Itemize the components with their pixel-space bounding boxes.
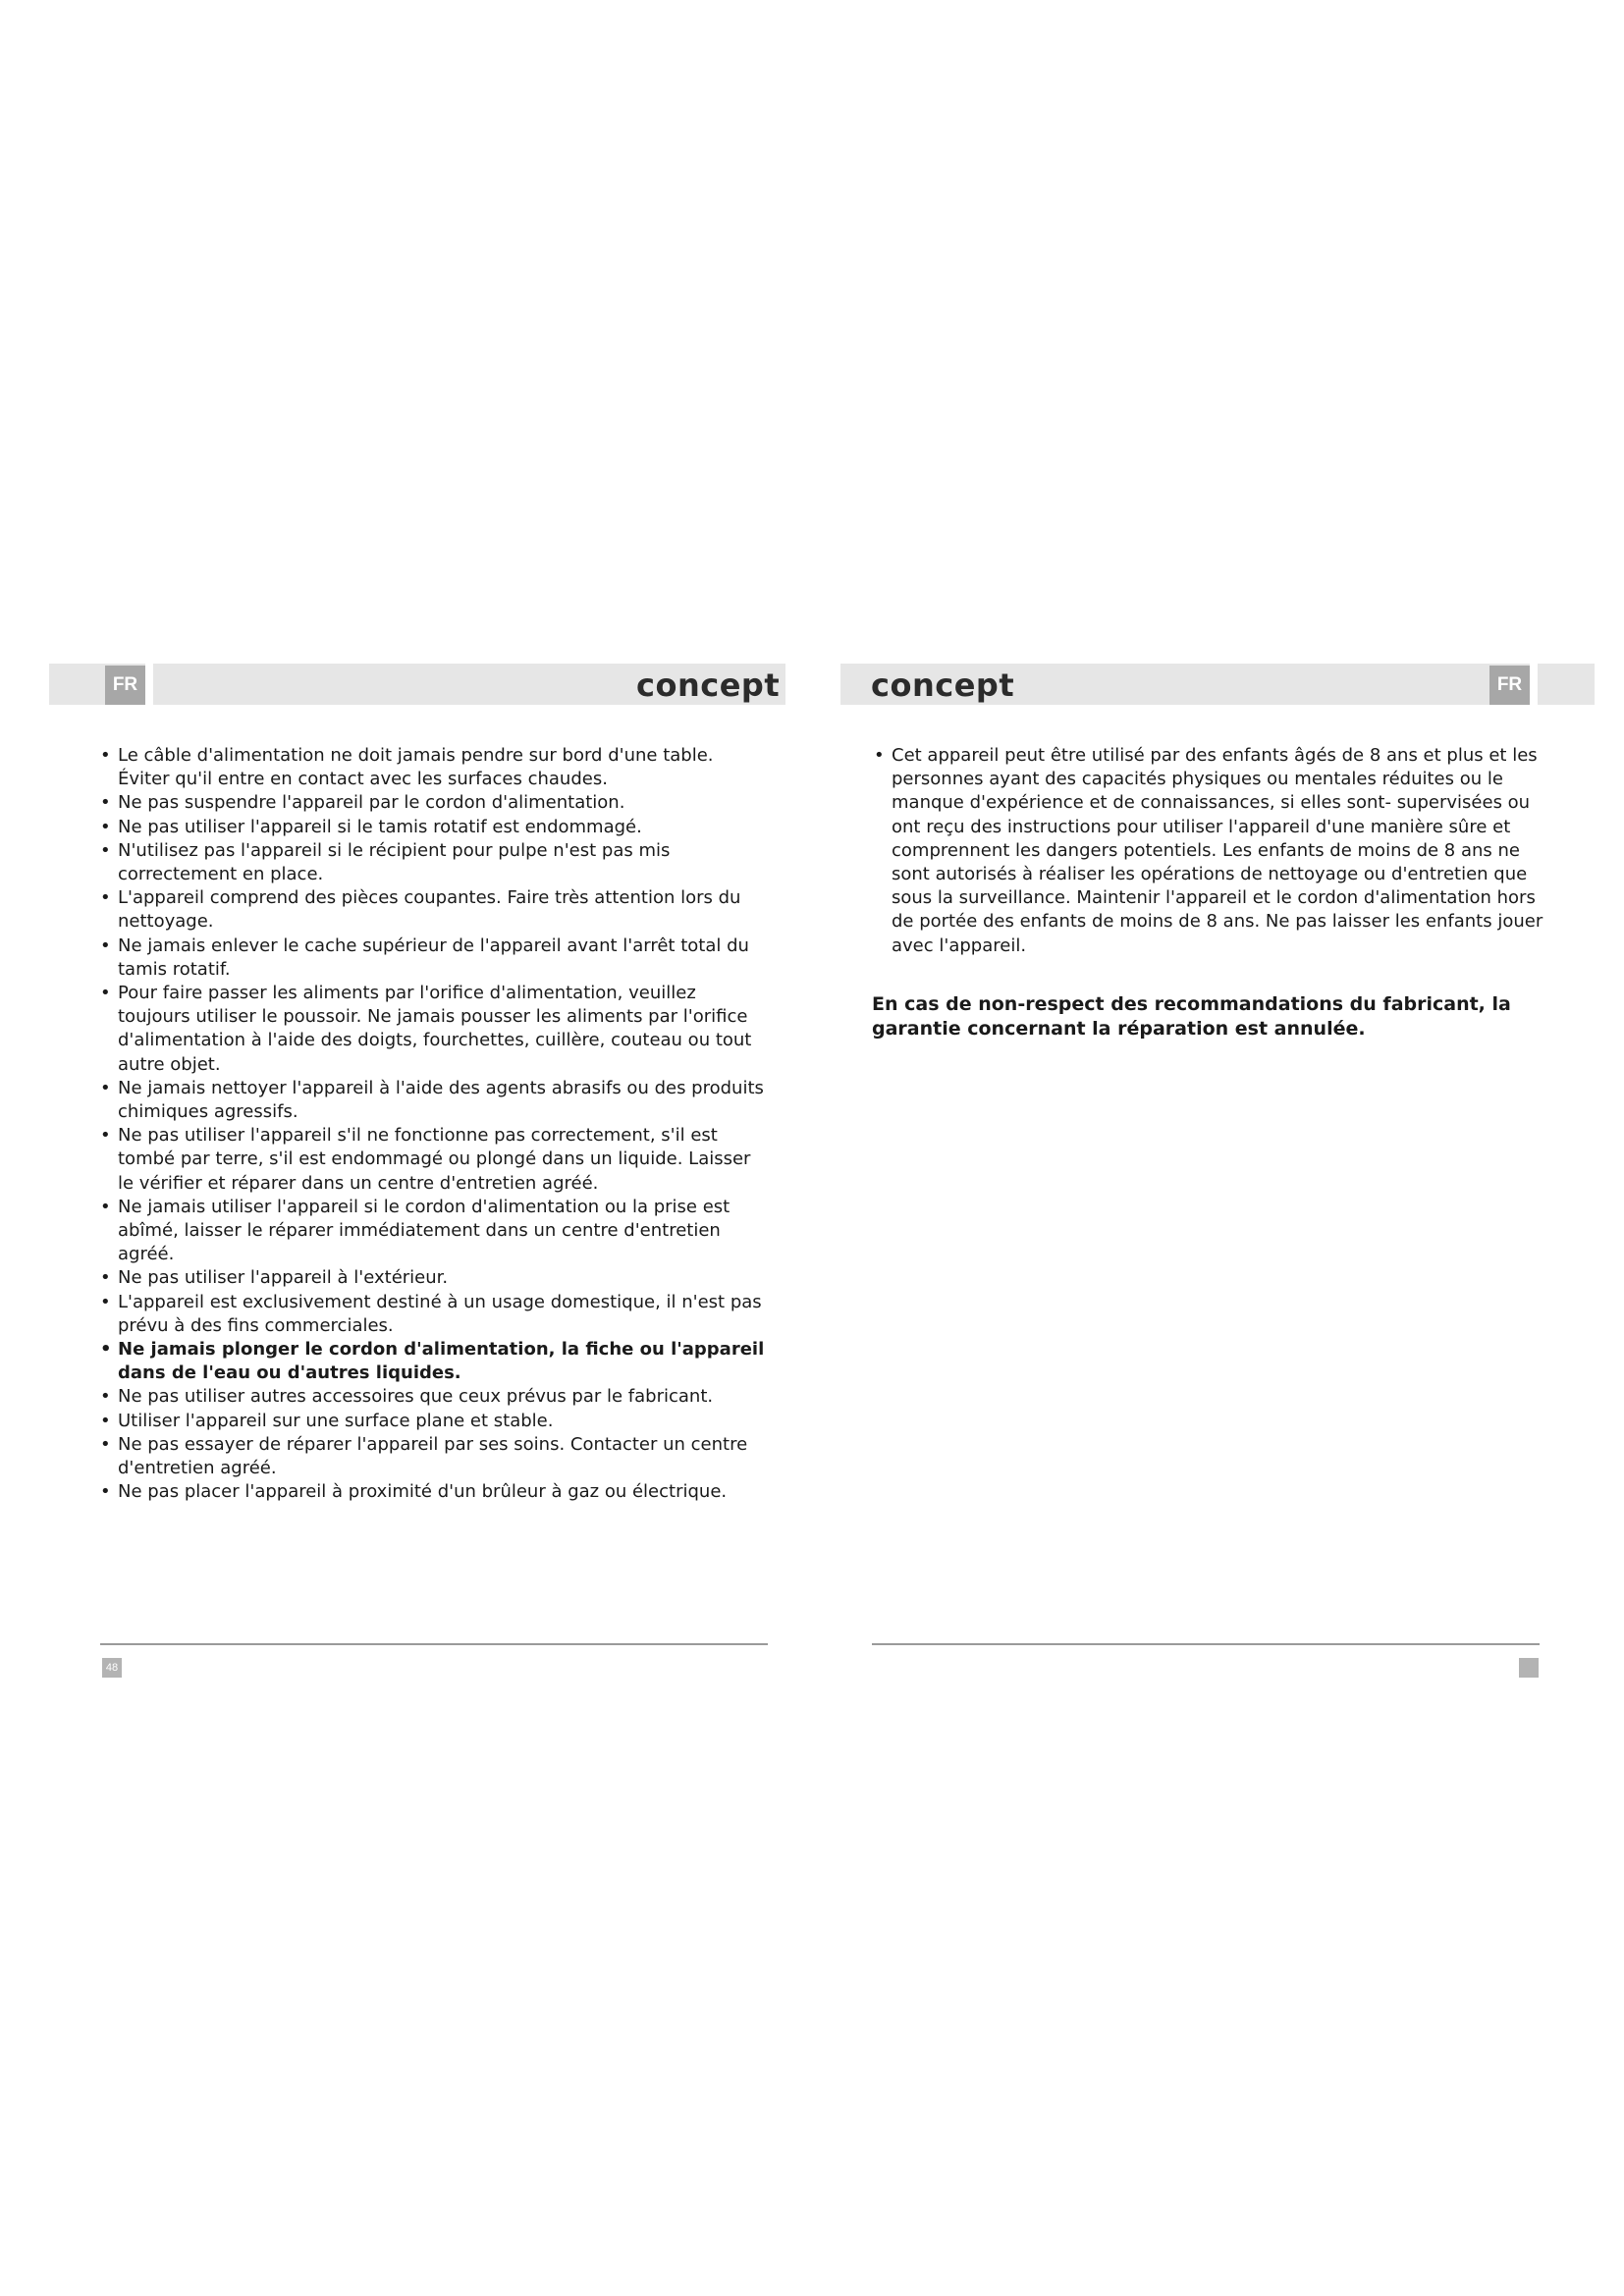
footer-divider-left	[100, 1643, 768, 1645]
page-number-right	[1519, 1658, 1539, 1678]
header-gap-right	[1530, 664, 1538, 705]
list-item: • Ne pas utiliser l'appareil à l'extérieur.	[98, 1266, 766, 1290]
list-item: • Ne pas placer l'appareil à proximité d'un brûleur à gaz ou électrique.	[98, 1480, 766, 1504]
warranty-notice: En cas de non-respect des recommandations du fabricant, la garantie concernant la réparation est annulée.	[872, 992, 1511, 1040]
brand-logo-right: concept	[871, 667, 1015, 704]
footer-divider-right	[872, 1643, 1540, 1645]
brand-logo-left: concept	[636, 667, 781, 704]
right-page-content	[872, 744, 1555, 1041]
safety-instructions-list	[98, 744, 766, 1505]
page-number-left: 48	[102, 1658, 122, 1678]
list-item: • Le câble d'alimentation ne doit jamais pendre sur bord d'une table. Éviter qu'il entre en contact avec les surfaces chaudes.	[98, 744, 766, 791]
header-gap-left	[145, 664, 153, 705]
list-item: • Ne jamais enlever le cache supérieur de l'appareil avant l'arrêt total du tamis rotatif.	[98, 934, 766, 982]
list-item: • Ne pas utiliser l'appareil s'il ne fonctionne pas correctement, s'il est tombé par terre, s'il est endommagé ou plongé dans un liquide. Laisser le vérifier et réparer dans un centre d'entretien agréé.	[98, 1124, 766, 1196]
language-badge-left: FR	[105, 666, 145, 705]
list-item: • Ne pas suspendre l'appareil par le cordon d'alimentation.	[98, 791, 766, 815]
children-safety-list	[872, 744, 1555, 958]
list-item: • Cet appareil peut être utilisé par des enfants âgés de 8 ans et plus et les personnes ayant des capacités physiques ou mentales réduites ou le manque d'expérience et de connaissances, si elles sont- supervisées ou ont reçu des instructions pour utiliser l'appareil d'une manière sûre et comprennent les dangers potentiels. Les enfants de moins de 8 ans ne sont autorisés à réaliser les opérations de nettoyage ou d'entretien que sous la surveillance. Maintenir l'appareil et le cordon d'alimentation hors de portée des enfants de moins de 8 ans. Ne pas laisser les enfants jouer avec l'appareil.	[872, 744, 1555, 958]
list-item: • L'appareil comprend des pièces coupantes. Faire très attention lors du nettoyage.	[98, 886, 766, 934]
list-item: • Ne pas utiliser autres accessoires que ceux prévus par le fabricant.	[98, 1385, 766, 1409]
list-item: • Ne pas utiliser l'appareil si le tamis rotatif est endommagé.	[98, 816, 766, 839]
list-item: • Pour faire passer les aliments par l'orifice d'alimentation, veuillez toujours utiliser le poussoir. Ne jamais pousser les aliments par l'orifice d'alimentation à l'aide des doigts, fourchettes, cuillère, couteau ou tout autre objet.	[98, 982, 766, 1077]
language-badge-right: FR	[1489, 666, 1530, 705]
list-item: • Ne jamais nettoyer l'appareil à l'aide des agents abrasifs ou des produits chimiques agressifs.	[98, 1077, 766, 1124]
list-item: • L'appareil est exclusivement destiné à un usage domestique, il n'est pas prévu à des fins commerciales.	[98, 1291, 766, 1338]
list-item: • Utiliser l'appareil sur une surface plane et stable.	[98, 1410, 766, 1433]
list-item: • Ne jamais utiliser l'appareil si le cordon d'alimentation ou la prise est abîmé, laisser le réparer immédiatement dans un centre d'entretien agréé.	[98, 1196, 766, 1267]
list-item: • Ne pas essayer de réparer l'appareil par ses soins. Contacter un centre d'entretien agréé.	[98, 1433, 766, 1480]
list-item: • Ne jamais plonger le cordon d'alimentation, la fiche ou l'appareil dans de l'eau ou d'autres liquides.	[98, 1338, 766, 1385]
left-page-content	[98, 744, 766, 1505]
list-item: • N'utilisez pas l'appareil si le récipient pour pulpe n'est pas mis correctement en place.	[98, 839, 766, 886]
